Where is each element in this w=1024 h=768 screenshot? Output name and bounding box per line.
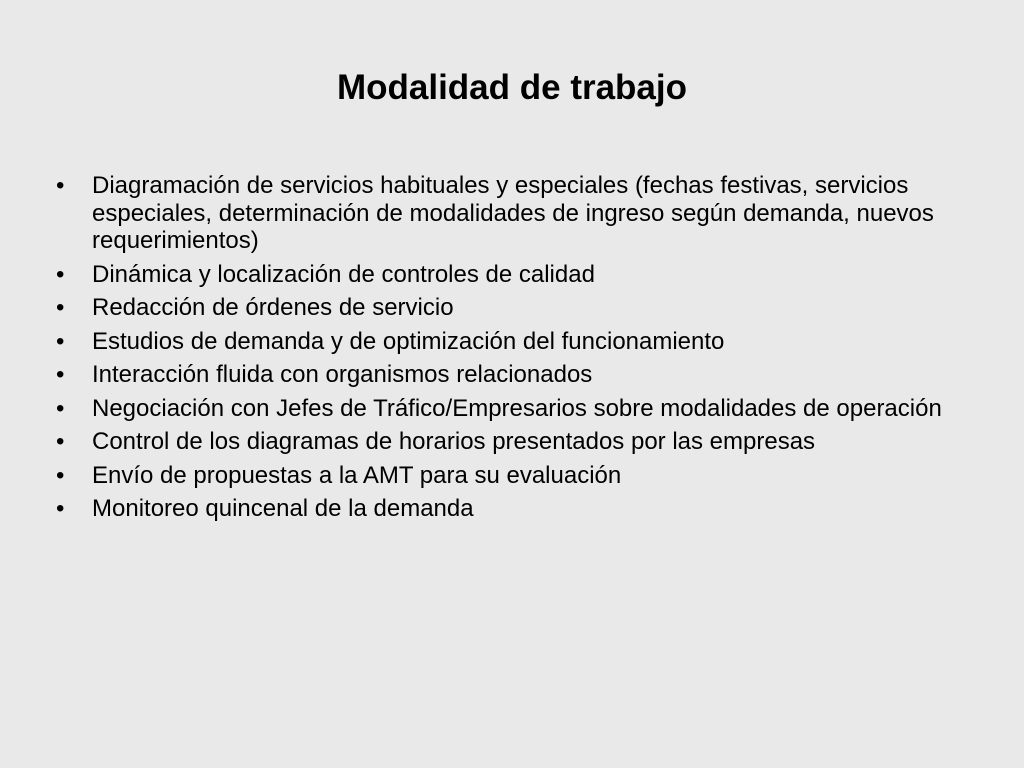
bullet-item	[56, 294, 956, 322]
bullet-text: Estudios de demanda y de optimización del funcionamiento	[92, 327, 725, 355]
bullet-text: Envío de propuestas a la AMT para su evaluación	[92, 461, 622, 489]
bullet-item	[56, 462, 956, 490]
bullet-text: Negociación con Jefes de Tráfico/Empresarios sobre modalidades de operación	[92, 394, 942, 422]
bullet-icon: •	[56, 172, 65, 199]
bullet-text: Control de los diagramas de horarios presentados por las empresas	[92, 428, 816, 455]
bullet-text: Diagramación de servicios habituales y especiales (fechas festivas, servicios especiales, determinación de modalidades de ingreso según demanda, nuevos requerimientos)	[92, 172, 934, 254]
bullet-icon: •	[56, 495, 65, 522]
bullet-icon: •	[56, 394, 65, 422]
bullet-text: Redacción de órdenes de servicio	[92, 294, 454, 321]
bullet-item	[56, 328, 956, 356]
bullet-icon: •	[56, 428, 65, 455]
bullet-item	[56, 261, 956, 289]
bullet-icon: •	[56, 361, 65, 388]
bullet-item	[56, 428, 956, 456]
bullet-text: Interacción fluida con organismos relacionados	[92, 361, 593, 388]
bullet-item	[56, 495, 956, 523]
slide-title: Modalidad de trabajo	[336, 68, 688, 107]
bullet-text: Monitoreo quincenal de la demanda	[92, 495, 474, 522]
bullet-list	[56, 172, 956, 529]
bullet-icon: •	[56, 327, 65, 355]
bullet-icon: •	[56, 260, 65, 288]
bullet-item	[56, 395, 956, 423]
bullet-item	[56, 361, 956, 389]
bullet-icon: •	[56, 294, 65, 321]
bullet-item	[56, 172, 956, 255]
bullet-icon: •	[56, 461, 65, 489]
bullet-text: Dinámica y localización de controles de calidad	[92, 260, 595, 288]
